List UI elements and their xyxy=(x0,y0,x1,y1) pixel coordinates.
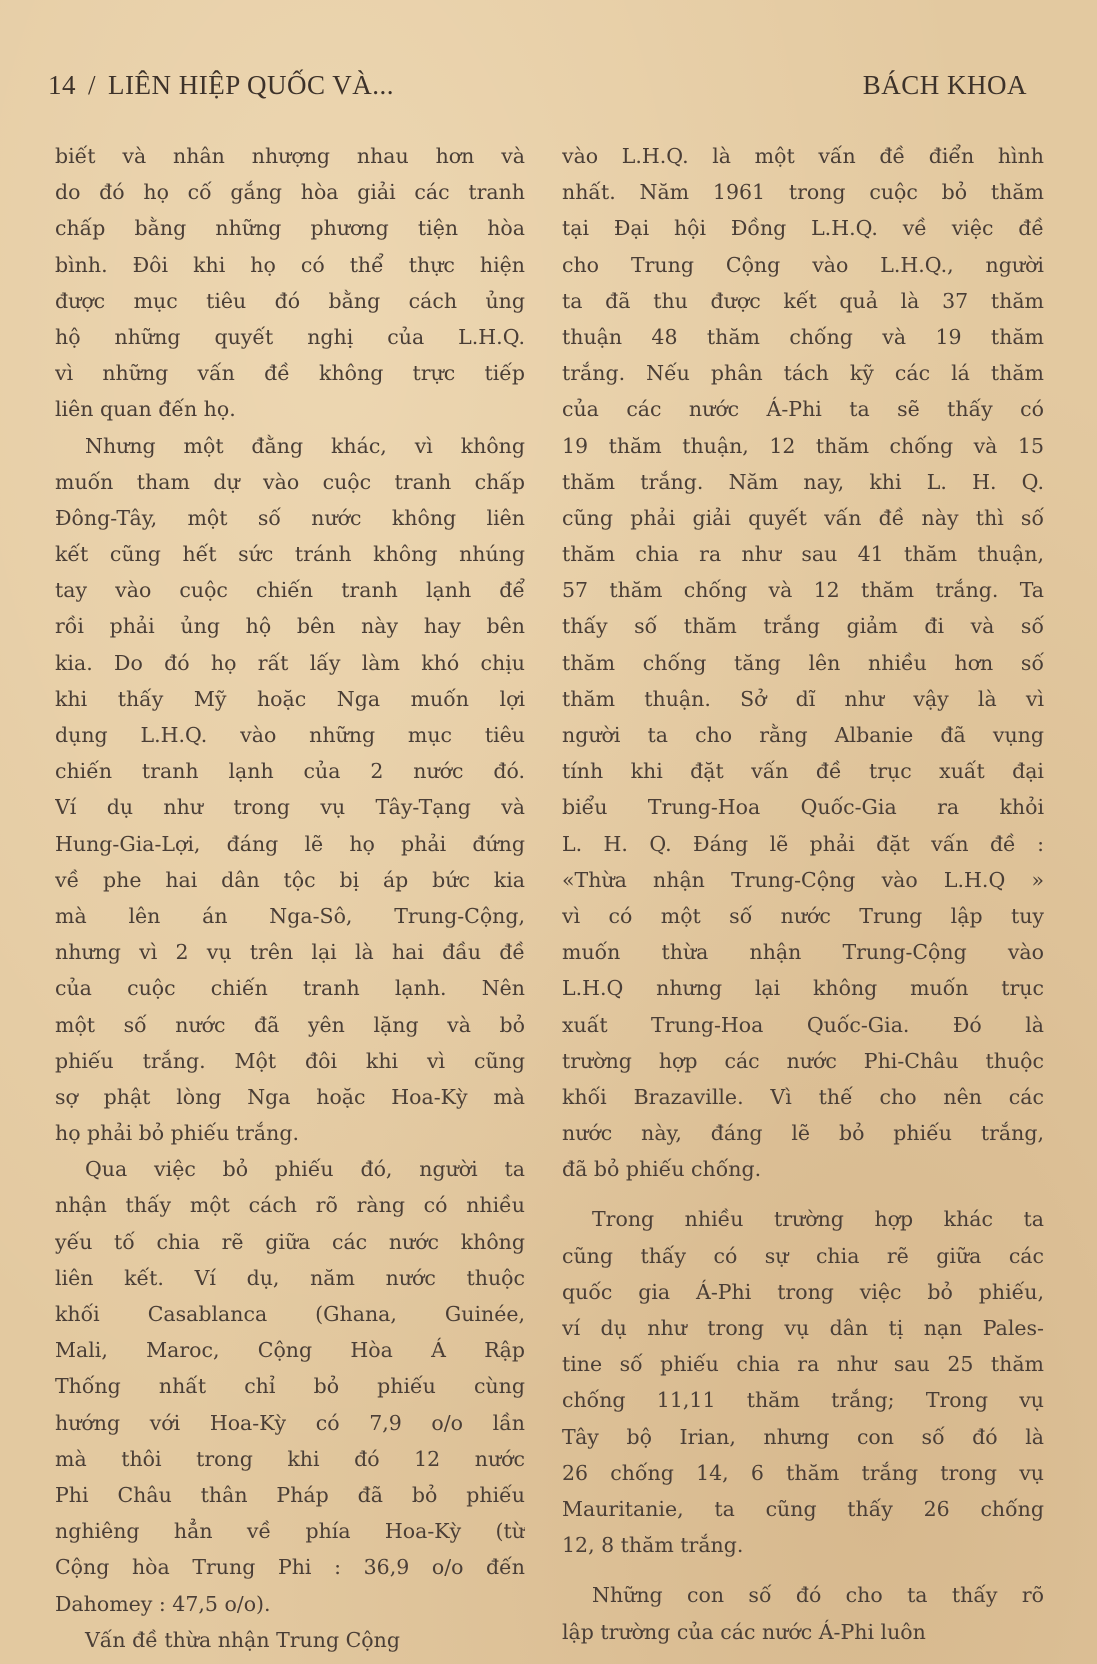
text-line: liên kết. Ví dụ, năm nước thuộc xyxy=(55,1265,525,1290)
text-line: nghiêng hẳn về phía Hoa-Kỳ (từ xyxy=(55,1519,525,1544)
text-line: 26 chống 14, 6 thăm trắng trong vụ xyxy=(562,1460,1044,1485)
text-line: chiến tranh lạnh của 2 nước đó. xyxy=(55,759,525,784)
text-line: Mali, Maroc, Cộng Hòa Á Rập xyxy=(55,1338,525,1363)
paragraph xyxy=(55,1622,525,1658)
text-line: 19 thăm thuận, 12 thăm chống và 15 xyxy=(562,433,1044,458)
text-line: Ví dụ như trong vụ Tây-Tạng và xyxy=(55,795,525,820)
right-column xyxy=(562,138,1044,1650)
text-line: tính khi đặt vấn đề trục xuất đại xyxy=(562,759,1044,784)
text-line: vì có một số nước Trung lập tuy xyxy=(562,903,1044,928)
text-line: của các nước Á-Phi ta sẽ thấy có xyxy=(562,397,1044,422)
text-line: kết cũng hết sức tránh không nhúng xyxy=(55,542,525,567)
text-line: người ta cho rằng Albanie đã vụng xyxy=(562,723,1044,747)
text-line: 12, 8 thăm trắng. xyxy=(562,1533,744,1558)
text-line: liên quan đến họ. xyxy=(55,397,236,422)
text-line: cũng phải giải quyết vấn đề này thì số xyxy=(562,505,1044,530)
text-line: Hung-Gia-Lợi, đáng lẽ họ phải đứng xyxy=(55,831,525,856)
text-line: 57 thăm chống và 12 thăm trắng. Ta xyxy=(562,578,1044,603)
text-line: do đó họ cố gắng hòa giải các tranh xyxy=(55,180,525,205)
text-line: cho Trung Cộng vào L.H.Q., người xyxy=(562,252,1044,277)
text-line: Cộng hòa Trung Phi : 36,9 o/o đến xyxy=(55,1555,525,1580)
text-line: thăm chia ra như sau 41 thăm thuận, xyxy=(562,542,1044,567)
text-line: biết và nhân nhượng nhau hơn và xyxy=(55,144,525,168)
text-line: Nhưng một đằng khác, vì không xyxy=(85,433,525,458)
text-line: thăm thuận. Sở dĩ như vậy là vì xyxy=(562,686,1044,711)
text-line: quốc gia Á-Phi trong việc bỏ phiếu, xyxy=(562,1279,1044,1304)
text-line: L.H.Q nhưng lại không muốn trục xyxy=(562,976,1044,1001)
text-line: khi thấy Mỹ hoặc Nga muốn lợi xyxy=(55,686,525,711)
text-line: khối Casablanca (Ghana, Guinée, xyxy=(55,1302,525,1326)
text-line: sợ phật lòng Nga hoặc Hoa-Kỳ mà xyxy=(55,1084,525,1109)
text-line: chống 11,11 thăm trắng; Trong vụ xyxy=(562,1388,1044,1413)
running-title: LIÊN HIỆP QUỐC VÀ... xyxy=(108,70,395,100)
text-line: ví dụ như trong vụ dân tị nạn Pales- xyxy=(562,1316,1044,1340)
text-line: thấy số thăm trắng giảm đi và số xyxy=(562,614,1044,639)
paragraph xyxy=(562,1577,1044,1649)
text-line: tại Đại hội Đồng L.H.Q. về việc đề xyxy=(562,216,1044,241)
text-line: ta đã thu được kết quả là 37 thăm xyxy=(562,288,1044,313)
text-line: Phi Châu thân Pháp đã bỏ phiếu xyxy=(55,1482,525,1507)
paragraph xyxy=(55,428,525,1152)
text-line: họ phải bỏ phiếu trắng. xyxy=(55,1121,299,1146)
text-line: hộ những quyết nghị của L.H.Q. xyxy=(55,324,525,349)
text-line: Vấn đề thừa nhận Trung Cộng xyxy=(85,1627,400,1652)
text-line: lập trường của các nước Á-Phi luôn xyxy=(562,1619,926,1644)
paragraph xyxy=(55,1151,525,1621)
text-line: yếu tố chia rẽ giữa các nước không xyxy=(55,1229,525,1254)
text-line: Những con số đó cho ta thấy rõ xyxy=(592,1583,1044,1608)
text-line: Tây bộ Irian, nhưng con số đó là xyxy=(562,1424,1044,1449)
text-line: nước này, đáng lẽ bỏ phiếu trắng, xyxy=(562,1121,1044,1146)
page-number: 14 xyxy=(48,70,76,100)
header-separator: / xyxy=(88,70,97,100)
paragraph xyxy=(562,138,1044,1187)
text-line: được mục tiêu đó bằng cách ủng xyxy=(55,288,525,313)
text-line: một số nước đã yên lặng và bỏ xyxy=(55,1012,525,1037)
text-line: Qua việc bỏ phiếu đó, người ta xyxy=(85,1157,525,1182)
magazine-title: BÁCH KHOA xyxy=(862,70,1027,100)
text-line: khối Brazaville. Vì thế cho nên các xyxy=(562,1084,1044,1109)
text-line: muốn thừa nhận Trung-Cộng vào xyxy=(562,940,1044,965)
text-line: dụng L.H.Q. vào những mục tiêu xyxy=(55,723,525,747)
text-line: Đông-Tây, một số nước không liên xyxy=(55,505,525,530)
text-line: mà thôi trong khi đó 12 nước xyxy=(55,1446,525,1471)
page-header xyxy=(48,70,1027,110)
text-line: chấp bằng những phương tiện hòa xyxy=(55,216,525,241)
text-line: Mauritanie, ta cũng thấy 26 chống xyxy=(562,1496,1044,1521)
text-line: xuất Trung-Hoa Quốc-Gia. Đó là xyxy=(562,1012,1044,1037)
text-line: đã bỏ phiếu chống. xyxy=(562,1157,762,1182)
text-line: nhận thấy một cách rõ ràng có nhiều xyxy=(55,1193,525,1218)
text-line: rồi phải ủng hộ bên này hay bên xyxy=(55,614,525,639)
paragraph xyxy=(562,1201,1044,1563)
text-line: Trong nhiều trường hợp khác ta xyxy=(592,1207,1044,1232)
text-line: trắng. Nếu phân tách kỹ các lá thăm xyxy=(562,361,1044,386)
text-line: thuận 48 thăm chống và 19 thăm xyxy=(562,324,1044,349)
text-line: vì những vấn đề không trực tiếp xyxy=(55,361,525,386)
text-line: Dahomey : 47,5 o/o). xyxy=(55,1591,271,1616)
text-line: vào L.H.Q. là một vấn đề điển hình xyxy=(562,144,1044,168)
text-line: nhất. Năm 1961 trong cuộc bỏ thăm xyxy=(562,180,1044,205)
text-line: biểu Trung-Hoa Quốc-Gia ra khỏi xyxy=(562,795,1044,820)
left-column xyxy=(55,138,525,1658)
text-line: tine số phiếu chia ra như sau 25 thăm xyxy=(562,1352,1044,1377)
text-line: muốn tham dự vào cuộc tranh chấp xyxy=(55,469,525,494)
text-line: L. H. Q. Đáng lẽ phải đặt vấn đề : xyxy=(562,831,1044,856)
text-line: cũng thấy có sự chia rẽ giữa các xyxy=(562,1243,1044,1268)
text-line: «Thừa nhận Trung-Cộng vào L.H.Q » xyxy=(562,867,1044,892)
text-line: kia. Do đó họ rất lấy làm khó chịu xyxy=(55,650,525,675)
paragraph xyxy=(55,138,525,428)
text-line: phiếu trắng. Một đôi khi vì cũng xyxy=(55,1048,525,1073)
text-line: trường hợp các nước Phi-Châu thuộc xyxy=(562,1048,1044,1073)
text-line: về phe hai dân tộc bị áp bức kia xyxy=(55,867,525,892)
text-line: Thống nhất chỉ bỏ phiếu cùng xyxy=(55,1374,525,1399)
text-line: thăm chống tăng lên nhiều hơn số xyxy=(562,650,1044,675)
text-line: thăm trắng. Năm nay, khi L. H. Q. xyxy=(562,469,1044,494)
text-line: bình. Đôi khi họ có thể thực hiện xyxy=(55,252,525,277)
text-line: nhưng vì 2 vụ trên lại là hai đầu đề xyxy=(55,940,525,965)
text-line: mà lên án Nga-Sô, Trung-Cộng, xyxy=(55,903,525,928)
text-line: tay vào cuộc chiến tranh lạnh để xyxy=(55,578,525,603)
text-line: của cuộc chiến tranh lạnh. Nên xyxy=(55,976,525,1001)
header-left xyxy=(48,70,394,101)
text-line: hướng với Hoa-Kỳ có 7,9 o/o lần xyxy=(55,1410,525,1435)
